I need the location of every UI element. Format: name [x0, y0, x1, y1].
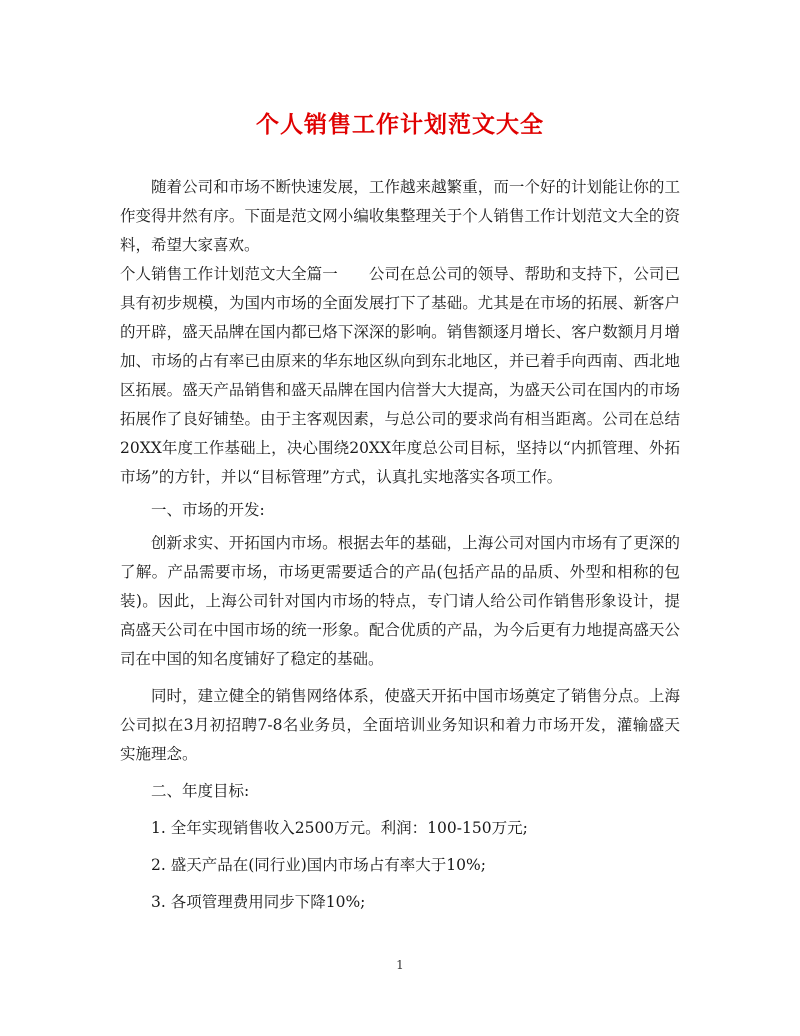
document-body — [120, 173, 680, 917]
goal-item-1: 1. 全年实现销售收入2500万元。利润：100-150万元; — [151, 819, 528, 837]
section-one-heading: 一、市场的开发: — [151, 501, 265, 519]
chapter-one-paragraph: 个人销售工作计划范文大全篇一 公司在总公司的领导、帮助和支持下，公司已具有初步规模，为国内市场的全面发展打下了基础。尤其是在市场的拓展、新客户的开辟，盛天品牌在国内都已烙下深深的影响。销售额逐月增长、客户数额月月增加、市场的占有率已由原来的华东地区纵向到东北地区，并已着手向西南、西北地区拓展。盛天产品销售和盛天品牌在国内信誉大大提高，为盛天公司在国内的市场拓展作了良好铺垫。由于主客观因素，与总公司的要求尚有相当距离。公司在总结20XX年度工作基础上，决心围绕20XX年度总公司目标，坚持以“内抓管理、外拓市场”的方针，并以“目标管理”方式，认真扎实地落实各项工作。 — [120, 265, 680, 486]
section-one-paragraph-1: 创新求实、开拓国内市场。根据去年的基础，上海公司对国内市场有了更深的了解。产品需要市场，市场更需要适合的产品(包括产品的品质、外型和相称的包装)。因此，上海公司针对国内市场的特点，专门请人给公司作销售形象设计，提高盛天公司在中国市场的统一形象。配合优质的产品，为今后更有力地提高盛天公司在中国的知名度铺好了稳定的基础。 — [120, 534, 680, 668]
page-number: 1 — [396, 958, 404, 972]
intro-paragraph: 随着公司和市场不断快速发展，工作越来越繁重，而一个好的计划能让你的工作变得井然有序。下面是范文网小编收集整理关于个人销售工作计划范文大全的资料，希望大家喜欢。 — [120, 178, 680, 254]
section-one-paragraph-2: 同时，建立健全的销售网络体系，使盛天开拓中国市场奠定了销售分点。上海公司拟在3月初招聘7-8名业务员，全面培训业务知识和着力市场开发，灌输盛天实施理念。 — [120, 687, 680, 763]
section-two-heading: 二、年度目标: — [151, 782, 250, 800]
document-title: 个人销售工作计划范文大全 — [256, 111, 544, 138]
goal-item-3: 3. 各项管理费用同步下降10%; — [151, 893, 366, 911]
goal-item-2: 2. 盛天产品在(同行业)国内市场占有率大于10%; — [151, 856, 486, 874]
